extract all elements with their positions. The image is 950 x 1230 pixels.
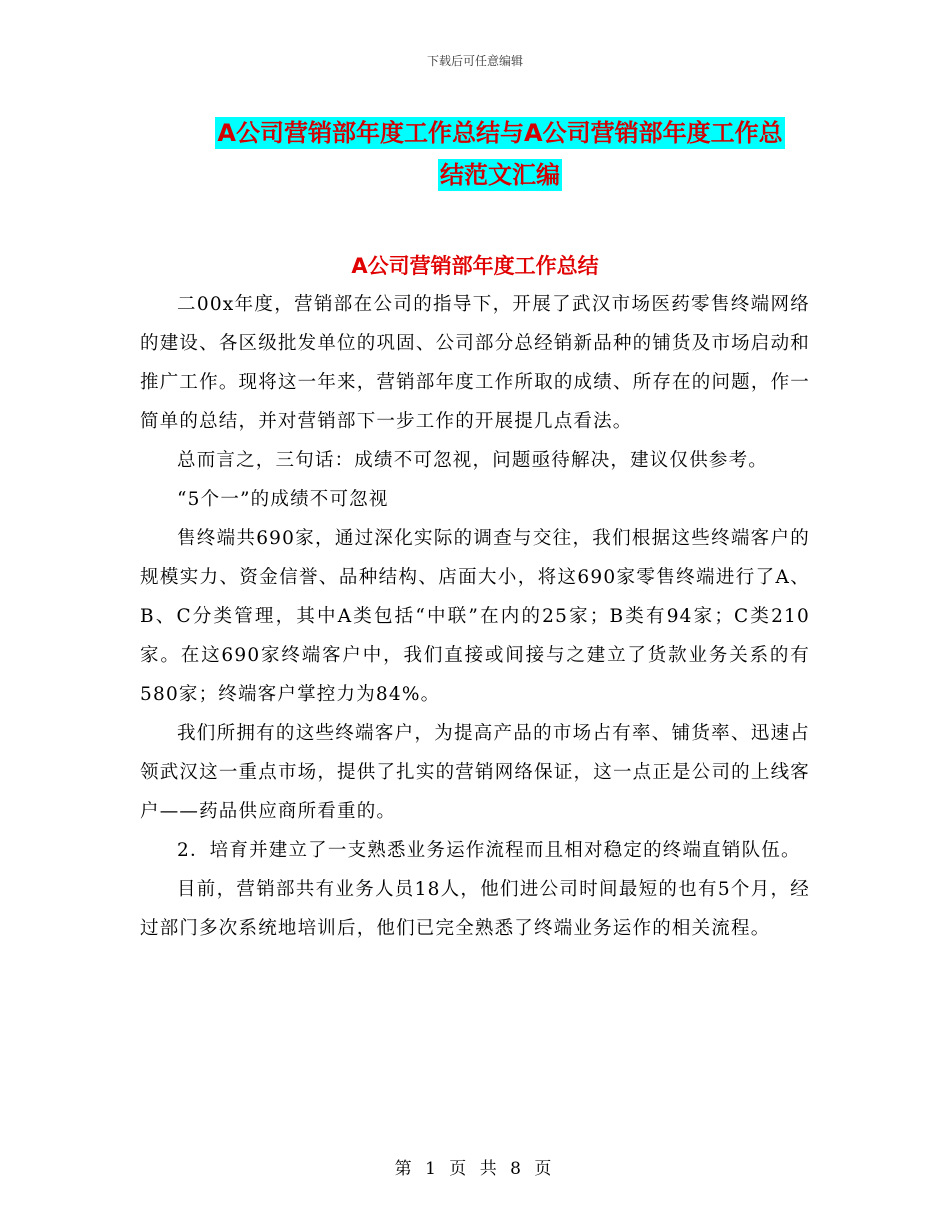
- paragraph: “5个一”的成绩不可忽视: [177, 489, 389, 510]
- section-title: A公司营销部年度工作总结: [351, 254, 599, 278]
- document-body: [140, 285, 810, 948]
- page-footer: 第 1 页 共 8 页: [394, 1159, 556, 1179]
- paragraph: 目前，营销部共有业务人员18人，他们进公司时间最短的也有5个月，经过部门多次系统地培训后，他们已完全熟悉了终端业务运作的相关流程。: [140, 879, 810, 939]
- paragraph: 我们所拥有的这些终端客户，为提高产品的市场占有率、铺货率、迅速占领武汉这一重点市场，提供了扎实的营销网络保证，这一点正是公司的上线客户——药品供应商所看重的。: [140, 723, 810, 822]
- paragraph: 总而言之，三句话：成绩不可忽视，问题亟待解决，建议仅供参考。: [177, 450, 769, 471]
- document-title: [140, 112, 860, 196]
- header-note: 下载后可任意编辑: [426, 54, 523, 68]
- paragraph: 2．培育并建立了一支熟悉业务运作流程而且相对稳定的终端直销队伍。: [177, 840, 801, 861]
- document-title-line-1: A公司营销部年度工作总结与A公司营销部年度工作总: [217, 119, 783, 147]
- paragraph: 售终端共690家，通过深化实际的调查与交往，我们根据这些终端客户的规模实力、资金信誉、品种结构、店面大小，将这690家零售终端进行了A、B、C分类管理，其中A类包括“中联”在内的25家；B类有94家；C类210家。在这690家终端客户中，我们直接或间接与之建立了货款业务关系的有580家；终端客户掌控力为84%。: [140, 528, 810, 705]
- paragraph: 二00x年度，营销部在公司的指导下，开展了武汉市场医药零售终端网络的建设、各区级批发单位的巩固、公司部分总经销新品种的铺货及市场启动和推广工作。现将这一年来，营销部年度工作所取的成绩、所存在的问题，作一简单的总结，并对营销部下一步工作的开展提几点看法。: [140, 294, 810, 432]
- document-title-line-2: 结范文汇编: [440, 161, 560, 189]
